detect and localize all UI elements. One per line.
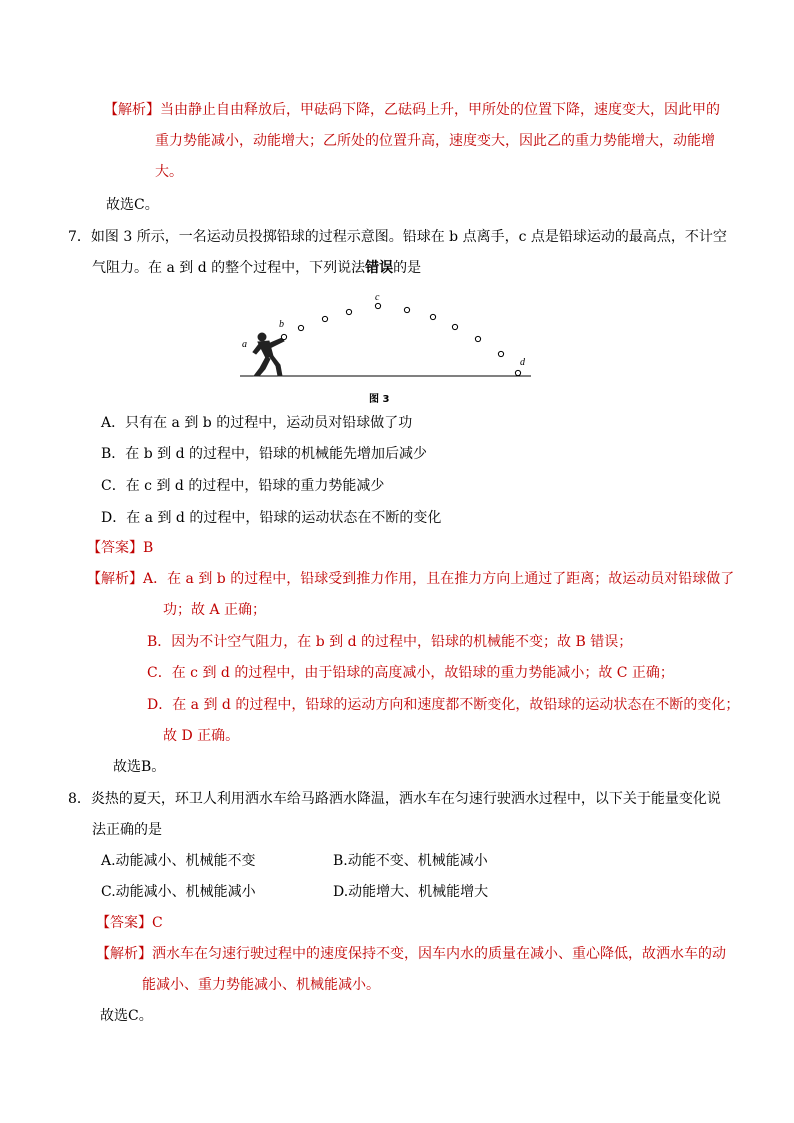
q8-stem-line1: 8．炎热的夏天，环卫人利用洒水车给马路洒水降温，洒水车在匀速行驶洒水过程中，以下关于能量变化说 [68,791,721,807]
trajectory-ball [322,316,327,321]
q7-analysis-line1 [87,569,734,589]
label-d: d [520,357,525,368]
athlete-head [258,333,266,341]
athlete-arm [268,338,284,348]
q7-analysis-line5: D．在 a 到 d 的过程中，铅球的运动方向和速度都不断变化，故铅球的运动状态在不断的变化； [147,697,740,713]
q8-option-b: B.动能不变、机械能减小 [333,853,488,869]
q8-analysis-line2: 能减小、重力势能减小、机械能减小。 [142,977,380,993]
q7-stem-prefix: 气阻力。在 a 到 d 的整个过程中，下列说法 [92,260,366,276]
trajectory-ball [346,309,351,314]
q7-analysis-line4: C．在 c 到 d 的过程中，由于铅球的高度减小，故铅球的重力势能减小；故 C 正确； [147,665,674,681]
q7-answer-value: B [143,540,154,556]
q7-analysis-line2: 功；故 A 正确； [163,602,267,618]
label-a: a [242,339,247,350]
q8-conclusion: 故选C。 [100,1008,153,1024]
trajectory-ball [298,325,303,330]
q7-answer-tag: 【答案】 [87,540,143,556]
athlete-leg-left [254,357,270,376]
q7-stem-emphasis: 错误 [365,260,394,276]
q7-option-a: A．只有在 a 到 b 的过程中，运动员对铅球做了功 [101,415,413,431]
q7-stem-suffix: 的是 [393,260,422,276]
q8-analysis-line1 [96,944,726,964]
ball-c [375,303,380,308]
q8-answer-value: C [152,915,163,931]
q6-analysis-line1 [104,100,720,120]
ball-b [281,334,286,339]
q8-analysis-tag: 【解析】 [96,946,152,962]
trajectory-ball [475,336,480,341]
q8-option-d: D.动能增大、机械能增大 [333,884,489,900]
trajectory-ball [430,314,435,319]
q7-analysis-line6: 故 D 正确。 [163,728,240,744]
athlete-leg-right [270,356,282,376]
q7-option-b: B．在 b 到 d 的过程中，铅球的机械能先增加后减少 [101,446,428,462]
athlete-figure [253,333,284,376]
q8-option-a: A.动能减小、机械能不变 [101,853,256,869]
figure-3 [238,292,538,408]
q6-analysis-line3: 大。 [155,164,183,180]
q7-analysis-tag: 【解析】 [87,571,143,587]
q7-analysis-text1: A．在 a 到 b 的过程中，铅球受到推力作用，且在推力方向上通过了距离；故运动员对铅球做了 [143,571,735,587]
q7-conclusion: 故选B。 [113,759,166,775]
q6-analysis-tag: 【解析】 [104,102,160,118]
shot-put-diagram [238,292,538,404]
q6-conclusion: 故选C。 [106,197,159,213]
q7-stem-line2 [92,258,421,278]
q7-option-d: D．在 a 到 d 的过程中，铅球的运动状态在不断的变化 [101,510,442,526]
label-c: c [375,292,380,303]
q6-analysis-line2: 重力势能减小，动能增大；乙所处的位置升高，速度变大，因此乙的重力势能增大，动能增 [155,133,715,149]
q8-option-c: C.动能减小、机械能减小 [101,884,256,900]
figure-caption: 图 3 [369,394,390,404]
trajectory-ball [452,324,457,329]
trajectory-ball [498,351,503,356]
q7-answer [87,538,153,558]
q8-analysis-text1: 洒水车在匀速行驶过程中的速度保持不变，因车内水的质量在减小、重心降低，故洒水车的动 [152,946,726,962]
q8-answer-tag: 【答案】 [96,915,152,931]
ball-d [515,370,520,375]
q6-analysis-text1: 当由静止自由释放后，甲砝码下降，乙砝码上升，甲所处的位置下降，速度变大，因此甲的 [160,102,720,118]
q8-answer [96,913,163,933]
athlete-back-arm [253,344,262,354]
trajectory [281,303,520,375]
trajectory-ball [404,307,409,312]
label-b: b [279,319,284,330]
q7-stem-line1: 7．如图 3 所示，一名运动员投掷铅球的过程示意图。铅球在 b 点离手，c 点是铅球运动的最高点，不计空 [68,229,727,245]
q7-analysis-line3: B．因为不计空气阻力，在 b 到 d 的过程中，铅球的机械能不变；故 B 错误； [147,634,633,650]
q8-stem-line2: 法正确的是 [92,822,162,838]
q7-option-c: C．在 c 到 d 的过程中，铅球的重力势能减少 [101,478,385,494]
